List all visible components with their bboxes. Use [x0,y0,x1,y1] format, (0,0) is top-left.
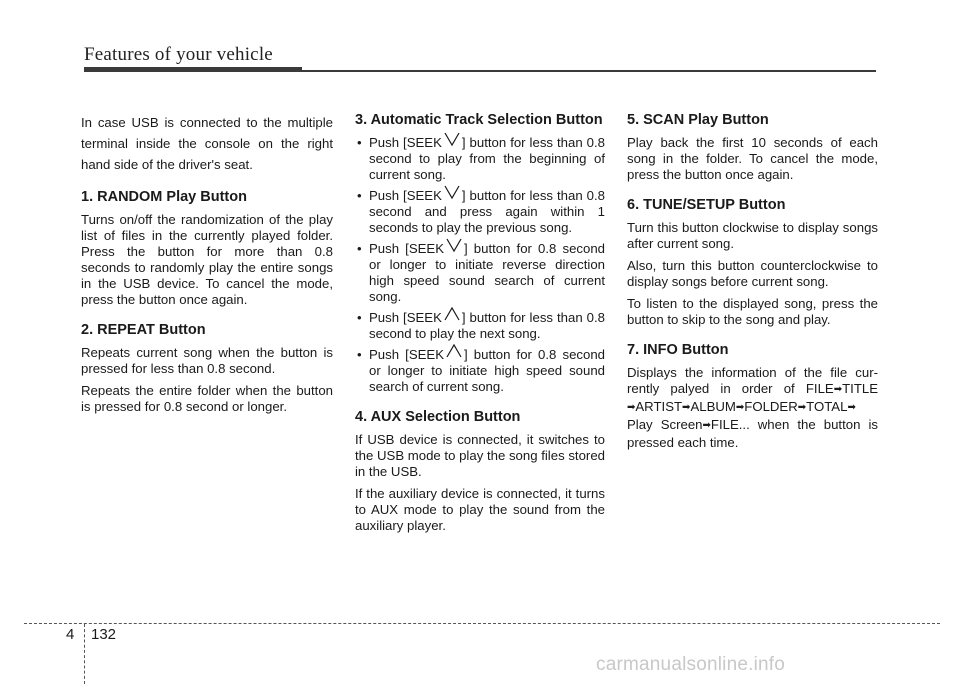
arrow-right-icon: ➡ [702,420,711,431]
section-title-track-selection: 3. Automatic Track Selection Button [355,112,603,128]
chevron-down-icon [444,237,464,249]
section-title-scan: 5. SCAN Play Button [627,112,769,128]
section-title-tune-setup: 6. TUNE/SETUP Button [627,197,786,213]
aux-paragraph-2: If the auxiliary device is connected, it turns to AUX mode to play the sound from the auxiliary player. [355,486,605,533]
list-item: • Push [SEEK ] button for less than 0.8 second to play the next song. [355,310,605,342]
arrow-right-icon: ➡ [682,402,691,413]
repeat-paragraph-2: Repeats the entire folder when the button is pressed for 0.8 second or longer. [81,383,333,414]
section-title-aux: 4. AUX Selection Button [355,409,521,425]
column-2 [355,112,605,540]
chevron-up-icon [444,343,464,355]
info-paragraph: Displays the information of the file cur-rently palyed in order of FILE➡TITLE ➡ARTIST➡ALBUM➡FOLDER➡TOTAL➡ Play Screen➡FILE... when the button is pressed each time. [627,365,878,450]
arrow-right-icon: ➡ [847,402,856,413]
list-item: • Push [SEEK ] button for less than 0.8 second to play from the beginning of current song. [355,135,605,183]
section-title-random: 1. RANDOM Play Button [81,189,247,205]
header-rule-thick [84,67,302,72]
tune-paragraph-1: Turn this button clockwise to display songs after current song. [627,220,878,251]
chevron-down-icon [442,131,462,143]
arrow-right-icon: ➡ [833,384,843,395]
header-title: Features of your vehicle [84,44,273,65]
header-rule-thin [302,70,876,72]
tune-paragraph-2: Also, turn this button counterclockwise to display songs before current song. [627,258,878,289]
chevron-up-icon [442,306,462,318]
aux-paragraph-1: If USB device is connected, it switches to the USB mode to play the song files stored in the USB. [355,432,605,479]
arrow-right-icon: ➡ [797,402,807,413]
column-3 [627,112,878,457]
section-title-info: 7. INFO Button [627,342,729,358]
chevron-down-icon [442,184,462,196]
section-title-repeat: 2. REPEAT Button [81,322,206,338]
list-item: • Push [SEEK ] button for less than 0.8 second and press again within 1 seconds to play the previous song. [355,188,605,236]
footer-vertical-divider [84,624,85,684]
arrow-right-icon: ➡ [627,402,636,413]
list-item: • Push [SEEK ] button for 0.8 second or longer to initiate reverse direction high speed sound search of current song. [355,241,605,305]
random-paragraph: Turns on/off the randomization of the play list of files in the currently played folder. Press the button for more than 0.8 seconds to randomly play the entire songs in the USB device. To cancel the mode, press the button once again. [81,212,333,307]
column-1 [81,112,333,421]
scan-paragraph: Play back the first 10 seconds of each song in the folder. To cancel the mode, press the button once again. [627,135,878,182]
tune-paragraph-3: To listen to the displayed song, press the button to skip to the song and play. [627,296,878,327]
page-number: 132 [91,626,117,643]
footer-divider [24,623,940,624]
watermark-text: carmanualsonline.info [596,654,786,675]
intro-paragraph: In case USB is connected to the multiple terminal inside the console on the right hand side of the driver's seat. [81,115,333,172]
track-selection-list [355,135,605,395]
list-item: • Push [SEEK ] button for 0.8 second or longer to initiate high speed sound search of current song. [355,347,605,395]
chapter-number: 4 [66,626,75,643]
arrow-right-icon: ➡ [735,402,745,413]
repeat-paragraph-1: Repeats current song when the button is pressed for less than 0.8 second. [81,345,333,376]
